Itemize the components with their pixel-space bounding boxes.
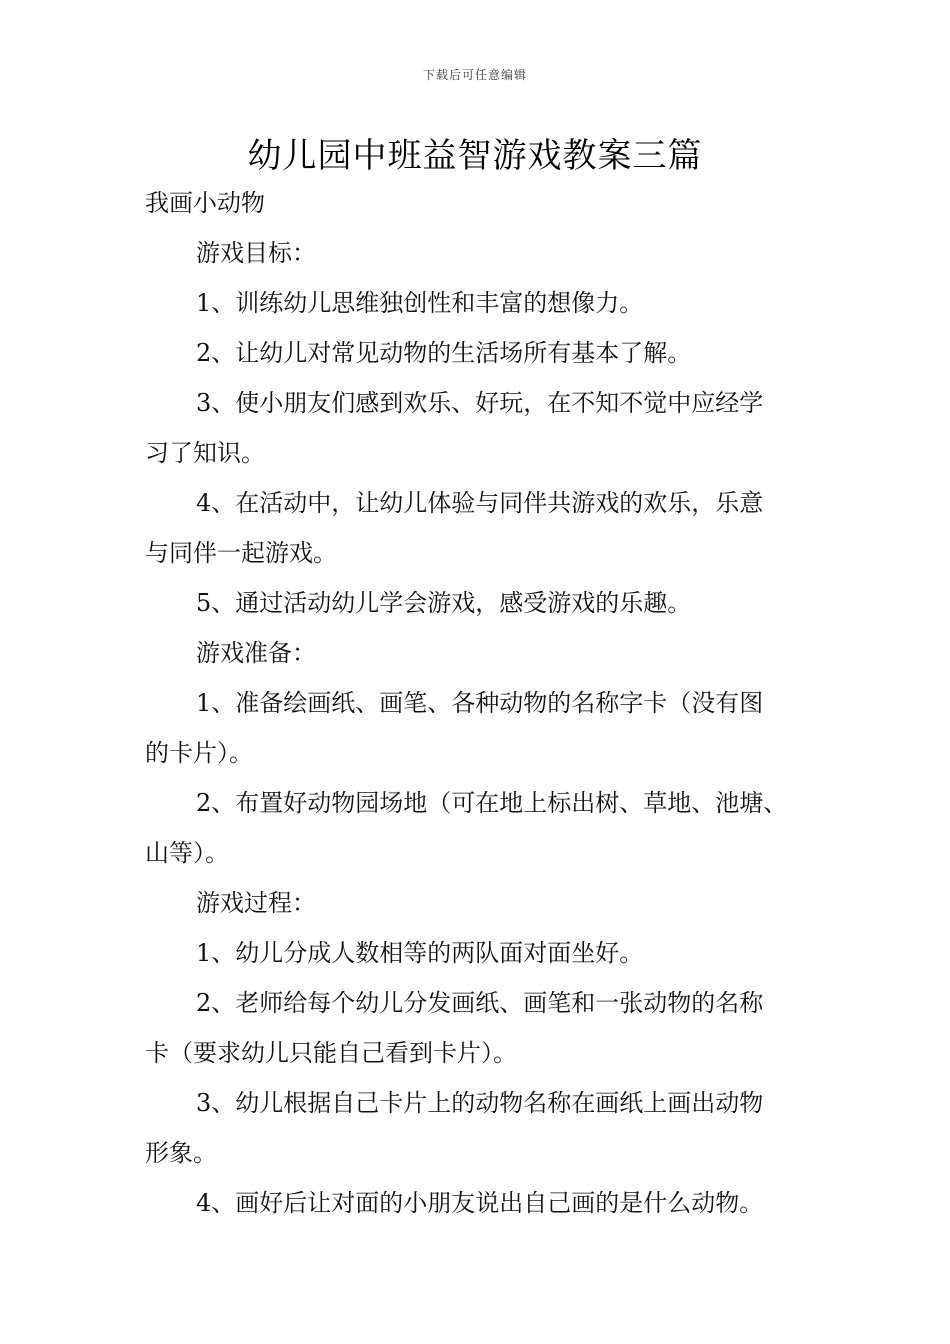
- paragraph-line: 游戏过程：: [196, 889, 316, 917]
- paragraph-line: 1、准备绘画纸、画笔、各种动物的名称字卡（没有图: [196, 689, 764, 717]
- document-body: [145, 178, 810, 1228]
- paragraph-line: 与同伴一起游戏。: [145, 539, 337, 567]
- paragraph-line: 1、训练幼儿思维独创性和丰富的想像力。: [196, 289, 644, 317]
- paragraph-line: 3、幼儿根据自己卡片上的动物名称在画纸上画出动物: [196, 1089, 764, 1117]
- paragraph-line: 游戏目标：: [196, 239, 316, 267]
- paragraph-line: 山等）。: [145, 839, 229, 867]
- paragraph-line: 游戏准备：: [196, 639, 316, 667]
- page-header-note: 下载后可任意编辑: [422, 68, 527, 82]
- paragraph-line: 2、老师给每个幼儿分发画纸、画笔和一张动物的名称: [196, 989, 764, 1017]
- paragraph-line: 2、布置好动物园场地（可在地上标出树、草地、池塘、: [196, 789, 788, 817]
- paragraph-line: 4、画好后让对面的小朋友说出自己画的是什么动物。: [196, 1189, 764, 1217]
- paragraph-line: 4、在活动中，让幼儿体验与同伴共游戏的欢乐，乐意: [196, 489, 764, 517]
- paragraph-line: 1、幼儿分成人数相等的两队面对面坐好。: [196, 939, 644, 967]
- paragraph-line: 2、让幼儿对常见动物的生活场所有基本了解。: [196, 339, 692, 367]
- paragraph-line: 的卡片）。: [145, 739, 253, 767]
- section-heading: 我画小动物: [145, 189, 265, 217]
- document-title: 幼儿园中班益智游戏教案三篇: [247, 136, 703, 176]
- paragraph-line: 习了知识。: [145, 439, 265, 467]
- paragraph-line: 形象。: [145, 1139, 217, 1167]
- paragraph-line: 卡（要求幼儿只能自己看到卡片）。: [145, 1039, 517, 1067]
- paragraph-line: 3、使小朋友们感到欢乐、好玩，在不知不觉中应经学: [196, 389, 764, 417]
- paragraph-line: 5、通过活动幼儿学会游戏，感受游戏的乐趣。: [196, 589, 692, 617]
